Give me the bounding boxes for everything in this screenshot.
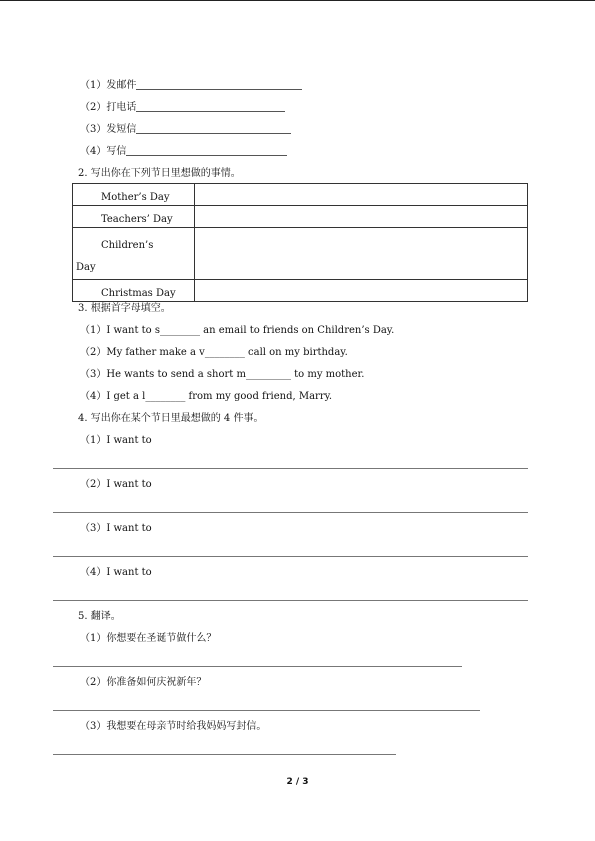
q1-item-3 xyxy=(80,123,291,137)
answer-cell[interactable] xyxy=(195,206,528,228)
q3-item-1-before: （1）I want to s xyxy=(80,325,160,336)
q4-item-2: （2）I want to xyxy=(80,479,152,490)
answer-line[interactable] xyxy=(53,468,528,469)
q3-item-1-after: an email to friends on Children’s Day. xyxy=(200,325,395,336)
q4-item-4: （4）I want to xyxy=(80,567,152,578)
q3-item-2 xyxy=(80,346,348,360)
q3-title: 3. 根据首字母填空。 xyxy=(78,303,171,314)
q5-item-1: （1）你想要在圣诞节做什么？ xyxy=(80,633,217,644)
q5-title: 5. 翻译。 xyxy=(78,611,121,622)
answer-line[interactable] xyxy=(53,754,396,755)
q1-item-2 xyxy=(80,101,285,115)
table-row-label xyxy=(73,228,195,280)
q3-item-4 xyxy=(80,390,332,404)
q1-item-1-text: （1）发邮件 xyxy=(80,80,137,91)
answer-cell[interactable] xyxy=(195,228,528,280)
table-row-label xyxy=(73,280,195,302)
fill-blank[interactable]: _________ xyxy=(245,369,291,380)
q3-item-3-after: to my mother. xyxy=(290,369,365,380)
q1-item-1 xyxy=(80,79,302,93)
q2-title: 2. 写出你在下列节日里想做的事情。 xyxy=(78,168,241,179)
answer-blank[interactable] xyxy=(126,155,287,156)
answer-line[interactable] xyxy=(53,556,528,557)
answer-blank[interactable] xyxy=(136,111,285,112)
row-childrens-day-line2: Day xyxy=(76,262,96,273)
row-childrens-day-line1: Children’s xyxy=(101,240,154,251)
page-number: 2 / 3 xyxy=(286,777,309,787)
q5-item-2: （2）你准备如何庆祝新年？ xyxy=(80,677,207,688)
q3-item-4-after: from my good friend, Marry. xyxy=(185,391,333,402)
q3-item-1 xyxy=(80,324,394,338)
fill-blank[interactable]: ________ xyxy=(145,391,186,402)
row-christmas-day: Christmas Day xyxy=(101,288,176,299)
q1-item-3-text: （3）发短信 xyxy=(80,124,137,135)
answer-cell[interactable] xyxy=(195,280,528,302)
q4-title: 4. 写出你在某个节日里最想做的 4 件事。 xyxy=(78,413,264,424)
answer-line[interactable] xyxy=(53,710,480,711)
q1-item-4-text: （4）写信 xyxy=(80,146,127,157)
q3-item-2-before: （2）My father make a v xyxy=(80,347,205,358)
q3-item-3 xyxy=(80,368,364,382)
q1-item-4 xyxy=(80,145,287,159)
answer-blank[interactable] xyxy=(136,89,302,90)
q5-item-3: （3）我想要在母亲节时给我妈妈写封信。 xyxy=(80,721,267,732)
answer-blank[interactable] xyxy=(136,133,291,134)
fill-blank[interactable]: ________ xyxy=(204,347,245,358)
fill-blank[interactable]: ________ xyxy=(160,325,200,336)
q4-item-1: （1）I want to xyxy=(80,435,152,446)
q1-item-2-text: （2）打电话 xyxy=(80,102,137,113)
table-row-label xyxy=(73,184,195,206)
table-row-label xyxy=(73,206,195,228)
q4-item-3: （3）I want to xyxy=(80,523,152,534)
top-border-line xyxy=(0,0,595,1)
row-mothers-day: Mother’s Day xyxy=(101,192,170,203)
q3-item-3-before: （3）He wants to send a short m xyxy=(80,369,246,380)
q3-item-4-before: （4）I get a l xyxy=(80,391,146,402)
answer-line[interactable] xyxy=(53,600,528,601)
answer-cell[interactable] xyxy=(195,184,528,206)
row-teachers-day: Teachers’ Day xyxy=(101,214,173,225)
answer-line[interactable] xyxy=(53,666,462,667)
q3-item-2-after: call on my birthday. xyxy=(244,347,348,358)
holiday-table xyxy=(72,183,528,302)
answer-line[interactable] xyxy=(53,512,528,513)
